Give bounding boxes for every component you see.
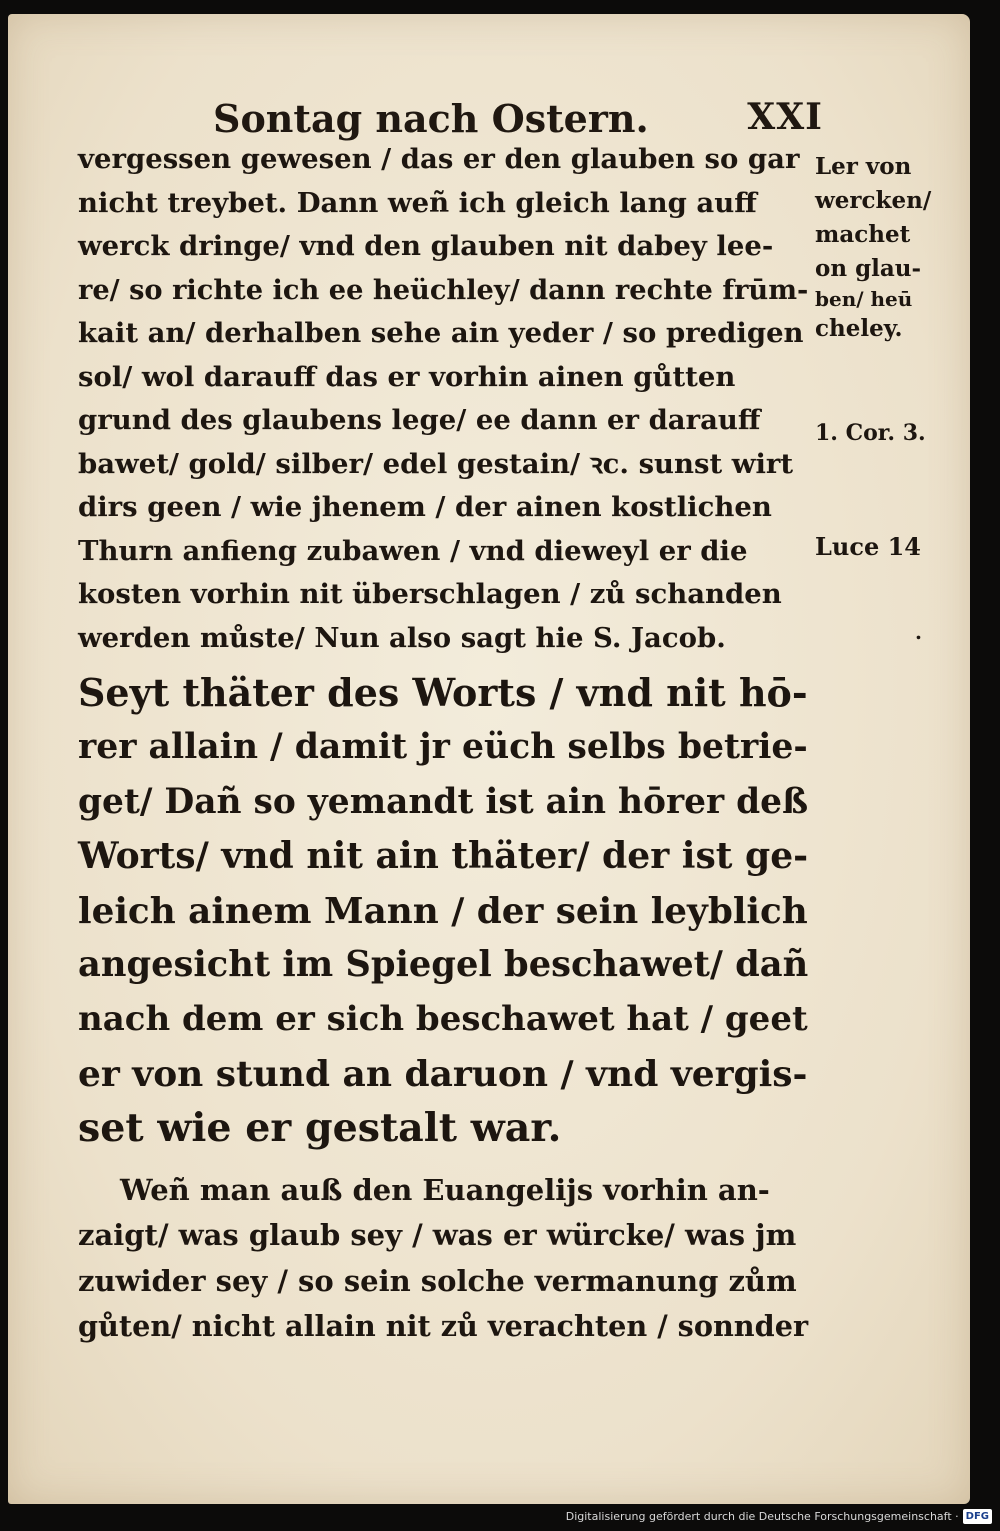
text-line: zaigt/ was glaub sey / was er würcke/ was jm xyxy=(78,1218,797,1253)
paragraph-exposition xyxy=(78,1168,808,1350)
text-line: re/ so richte ich ee heüchley/ dann rechte frūm- xyxy=(78,273,809,306)
text-line: kosten vorhin nit überschlagen / zů schanden xyxy=(78,578,782,610)
text-line: bawet/ gold/ silber/ edel gestain/ ꝛc. sunst wirt xyxy=(78,447,794,480)
quote-line: Seyt thäter des Worts / vnd nit hō- xyxy=(78,670,808,715)
gloss-line: on glau- xyxy=(815,255,922,282)
text-line: kait an/ derhalben sehe ain yeder / so predigen xyxy=(78,317,804,349)
quote-line: get/ Dañ so yemandt ist ain hōrer deß xyxy=(78,781,809,822)
quote-line: Worts/ vnd nit ain thäter/ der ist ge- xyxy=(78,834,809,878)
gloss-line: ben/ heū xyxy=(815,287,913,311)
gloss-line: Ler von xyxy=(815,153,912,180)
footer-credit: Digitalisierung gefördert durch die Deutsche Forschungsgemeinschaft · xyxy=(565,1509,959,1523)
folio-number: XXI xyxy=(747,96,823,138)
paragraph-scripture-quote xyxy=(78,666,808,1156)
quote-line: rer allain / damit jr eüch selbs betrie- xyxy=(78,726,808,768)
dfg-logo-icon: DFG xyxy=(963,1509,992,1524)
quote-line: set wie er gestalt war. xyxy=(78,1105,562,1152)
gloss-line: wercken/ xyxy=(815,187,932,214)
text-line: werck dringe/ vnd den glauben nit dabey lee- xyxy=(78,230,774,262)
digitization-footer xyxy=(566,1507,992,1525)
text-line: grund des glaubens lege/ ee dann er darauff xyxy=(78,404,761,436)
quote-line: er von stund an daruon / vnd vergis- xyxy=(78,1052,808,1095)
marginal-reference-luke: Luce 14 xyxy=(815,532,921,561)
text-line: sol/ wol darauff das er vorhin ainen gůtten xyxy=(78,360,736,393)
margin-mark: . xyxy=(915,620,922,644)
text-line: werden můste/ Nun also sagt hie S. Jacob. xyxy=(78,621,726,654)
main-text-block xyxy=(78,138,808,1350)
text-line: Weñ man auß den Euangelijs vorhin an- xyxy=(120,1172,770,1207)
text-line: vergessen gewesen / das er den glauben so gar xyxy=(78,143,800,175)
marginal-reference-corinthians: 1. Cor. 3. xyxy=(815,420,926,446)
paragraph-commentary xyxy=(78,138,808,660)
quote-line: leich ainem Mann / der sein leyblich xyxy=(78,889,808,932)
gloss-line: machet xyxy=(815,221,911,248)
gloss-line: cheley. xyxy=(815,315,903,342)
text-line: Thurn anfieng zubawen / vnd dieweyl er die xyxy=(78,534,748,567)
marginal-gloss xyxy=(815,150,931,346)
text-line: nicht treybet. Dann weñ ich gleich lang auff xyxy=(78,186,757,219)
quote-line: nach dem er sich beschawet hat / geet xyxy=(78,999,808,1040)
quote-line: angesicht im Spiegel beschawet/ dañ xyxy=(78,943,809,985)
text-line: zuwider sey / so sein solche vermanung zům xyxy=(78,1263,797,1298)
running-head: Sontag nach Ostern. xyxy=(213,96,649,141)
text-line: gůten/ nicht allain nit zů verachten / sonnder xyxy=(78,1309,809,1344)
text-line: dirs geen / wie jhenem / der ainen kostlichen xyxy=(78,491,772,523)
